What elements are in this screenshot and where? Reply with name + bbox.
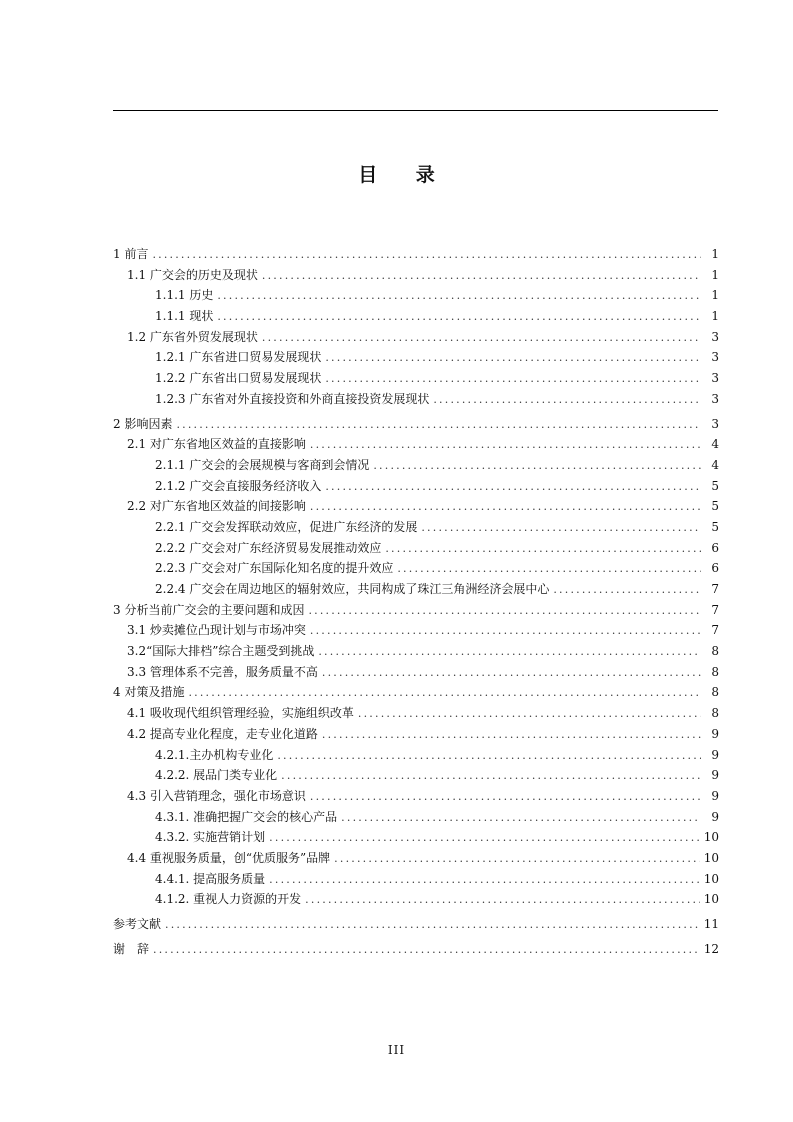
toc-entry-page: 3 xyxy=(711,391,719,406)
toc-entry-label: 4.3.2. 实施营销计划 xyxy=(155,830,266,845)
toc-entry[interactable] xyxy=(113,914,719,935)
toc-entry-page: 9 xyxy=(711,747,719,762)
toc-entry-label: 2.1.1 广交会的会展规模与客商到会情况 xyxy=(155,457,370,472)
dot-leader xyxy=(176,415,701,436)
toc-entry[interactable] xyxy=(113,848,719,869)
toc-entry-page: 1 xyxy=(711,267,719,282)
toc-entry-label: 1.2 广东省外贸发展现状 xyxy=(127,329,258,344)
dot-leader xyxy=(165,915,700,936)
toc-entry-label: 1.1.1 历史 xyxy=(155,288,214,303)
table-of-contents xyxy=(113,244,719,959)
toc-entry-page: 3 xyxy=(711,350,719,365)
toc-entry[interactable] xyxy=(113,579,719,600)
toc-entry-page: 12 xyxy=(703,941,719,956)
toc-entry[interactable] xyxy=(113,703,719,724)
header-rule xyxy=(113,110,718,111)
toc-entry[interactable] xyxy=(113,306,719,327)
toc-entry-page: 1 xyxy=(711,247,719,261)
toc-entry-page: 11 xyxy=(703,917,719,931)
toc-entry-page: 8 xyxy=(711,685,719,700)
toc-entry-label: 1.1.1 现状 xyxy=(155,309,214,324)
toc-entry-page: 10 xyxy=(703,871,719,886)
dot-leader xyxy=(358,704,701,725)
dot-leader xyxy=(262,328,701,349)
toc-entry-page: 6 xyxy=(711,561,719,576)
toc-entry-label: 参考文献 xyxy=(113,917,162,931)
toc-entry[interactable] xyxy=(113,496,719,517)
dot-leader xyxy=(322,663,701,684)
toc-entry-page: 9 xyxy=(711,768,719,783)
toc-entry[interactable] xyxy=(113,807,719,828)
toc-entry-label: 4.4.1. 提高服务质量 xyxy=(155,871,266,886)
dot-leader xyxy=(188,683,701,704)
toc-entry-label: 1 前言 xyxy=(113,247,149,261)
dot-leader xyxy=(325,477,701,498)
toc-entry[interactable] xyxy=(113,662,719,683)
toc-entry-label: 谢 辞 xyxy=(113,941,150,956)
toc-entry-page: 1 xyxy=(711,288,719,303)
toc-entry[interactable] xyxy=(113,889,719,910)
toc-entry-page: 6 xyxy=(711,540,719,555)
toc-entry[interactable] xyxy=(113,869,719,890)
toc-entry-page: 10 xyxy=(703,830,719,845)
toc-entry-label: 4.3.1. 准确把握广交会的核心产品 xyxy=(155,809,338,824)
dot-leader xyxy=(397,559,701,580)
toc-entry-page: 8 xyxy=(711,644,719,659)
toc-entry-label: 1.2.1 广东省进口贸易发展现状 xyxy=(155,350,322,365)
toc-entry-label: 4.1 吸收现代组织管理经验，实施组织改革 xyxy=(127,706,354,721)
toc-entry[interactable] xyxy=(113,476,719,497)
toc-entry[interactable] xyxy=(113,265,719,286)
dot-leader xyxy=(310,497,701,518)
page-number: III xyxy=(387,1043,406,1057)
toc-entry[interactable] xyxy=(113,434,719,455)
dot-leader xyxy=(553,580,701,601)
dot-leader xyxy=(281,766,701,787)
toc-entry-page: 5 xyxy=(711,499,719,514)
toc-entry-page: 10 xyxy=(703,850,719,865)
toc-entry-label: 2.1.2 广交会直接服务经济收入 xyxy=(155,478,322,493)
dot-leader xyxy=(153,940,700,961)
toc-entry[interactable] xyxy=(113,558,719,579)
toc-entry[interactable] xyxy=(113,347,719,368)
toc-entry-label: 2.2.1 广交会发挥联动效应，促进广东经济的发展 xyxy=(155,519,418,534)
toc-entry[interactable] xyxy=(113,517,719,538)
toc-entry[interactable] xyxy=(113,327,719,348)
dot-leader xyxy=(322,725,701,746)
toc-entry[interactable] xyxy=(113,285,719,306)
page-title: 目 录 xyxy=(358,164,451,186)
toc-entry-page: 3 xyxy=(711,371,719,386)
toc-entry-page: 9 xyxy=(711,726,719,741)
toc-entry-label: 2.2.3 广交会对广东国际化知名度的提升效应 xyxy=(155,561,394,576)
toc-entry-page: 5 xyxy=(711,478,719,493)
toc-entry-label: 3.2“国际大排档”综合主题受到挑战 xyxy=(127,644,315,659)
toc-entry-label: 4.2.1.主办机构专业化 xyxy=(155,747,274,762)
dot-leader xyxy=(217,307,701,328)
dot-leader xyxy=(310,787,701,808)
dot-leader xyxy=(325,369,701,390)
toc-entry-label: 4 对策及措施 xyxy=(113,685,185,700)
dot-leader xyxy=(305,890,700,911)
dot-leader xyxy=(152,245,701,266)
toc-entry-page: 8 xyxy=(711,706,719,721)
toc-entry-label: 4.2.2. 展品门类专业化 xyxy=(155,768,278,783)
toc-entry-page: 3 xyxy=(711,416,719,431)
toc-entry[interactable] xyxy=(113,414,719,435)
dot-leader xyxy=(334,849,700,870)
toc-entry-label: 2.2 对广东省地区效益的间接影响 xyxy=(127,499,306,514)
toc-entry[interactable] xyxy=(113,827,719,848)
dot-leader xyxy=(325,348,701,369)
dot-leader xyxy=(277,746,701,767)
toc-entry[interactable] xyxy=(113,682,719,703)
toc-entry-page: 3 xyxy=(711,329,719,344)
dot-leader xyxy=(341,808,701,829)
toc-entry-label: 2.2.2 广交会对广东经济贸易发展推动效应 xyxy=(155,540,382,555)
toc-entry[interactable] xyxy=(113,538,719,559)
toc-entry-label: 2 影响因素 xyxy=(113,416,173,431)
toc-entry-page: 9 xyxy=(711,788,719,803)
toc-entry[interactable] xyxy=(113,765,719,786)
toc-entry-label: 4.3 引入营销理念，强化市场意识 xyxy=(127,788,306,803)
dot-leader xyxy=(217,286,701,307)
toc-entry-label: 1.1 广交会的历史及现状 xyxy=(127,267,258,282)
toc-entry-label: 3.1 炒卖摊位凸现计划与市场冲突 xyxy=(127,623,306,638)
toc-entry-label: 4.4 重视服务质量，创“优质服务”品牌 xyxy=(127,850,331,865)
toc-entry[interactable] xyxy=(113,620,719,641)
toc-entry[interactable] xyxy=(113,368,719,389)
toc-entry-label: 2.2.4 广交会在周边地区的辐射效应，共同构成了珠江三角洲经济会展中心 xyxy=(155,582,550,596)
dot-leader xyxy=(373,456,701,477)
toc-entry-label: 3.3 管理体系不完善，服务质量不高 xyxy=(127,664,318,679)
toc-entry-page: 7 xyxy=(711,623,719,638)
toc-entry-label: 1.2.2 广东省出口贸易发展现状 xyxy=(155,371,322,386)
toc-entry-label: 1.2.3 广东省对外直接投资和外商直接投资发展现状 xyxy=(155,391,430,406)
toc-entry-page: 5 xyxy=(711,519,719,534)
toc-entry-page: 7 xyxy=(711,602,719,617)
dot-leader xyxy=(308,601,701,622)
toc-entry[interactable] xyxy=(113,244,719,265)
dot-leader xyxy=(421,518,701,539)
toc-entry[interactable] xyxy=(113,724,719,745)
toc-entry-page: 9 xyxy=(711,809,719,824)
toc-entry[interactable] xyxy=(113,939,719,960)
toc-entry-label: 4.2 提高专业化程度，走专业化道路 xyxy=(127,726,318,741)
toc-entry[interactable] xyxy=(113,786,719,807)
toc-entry[interactable] xyxy=(113,600,719,621)
toc-entry-label: 4.1.2. 重视人力资源的开发 xyxy=(155,892,302,907)
toc-entry-page: 1 xyxy=(711,309,719,324)
toc-entry[interactable] xyxy=(113,455,719,476)
toc-entry-page: 7 xyxy=(711,582,719,596)
toc-entry[interactable] xyxy=(113,641,719,662)
dot-leader xyxy=(269,870,700,891)
dot-leader xyxy=(310,621,701,642)
dot-leader xyxy=(433,390,701,411)
toc-entry-label: 3 分析当前广交会的主要问题和成因 xyxy=(113,602,305,617)
toc-entry[interactable] xyxy=(113,745,719,766)
toc-entry-page: 4 xyxy=(711,437,719,452)
dot-leader xyxy=(385,539,701,560)
dot-leader xyxy=(310,435,701,456)
toc-entry-page: 8 xyxy=(711,664,719,679)
toc-entry-page: 10 xyxy=(703,892,719,907)
dot-leader xyxy=(269,828,700,849)
toc-entry-label: 2.1 对广东省地区效益的直接影响 xyxy=(127,437,306,452)
dot-leader xyxy=(262,266,701,287)
toc-entry-page: 4 xyxy=(711,457,719,472)
dot-leader xyxy=(318,642,701,663)
toc-entry[interactable] xyxy=(113,389,719,410)
